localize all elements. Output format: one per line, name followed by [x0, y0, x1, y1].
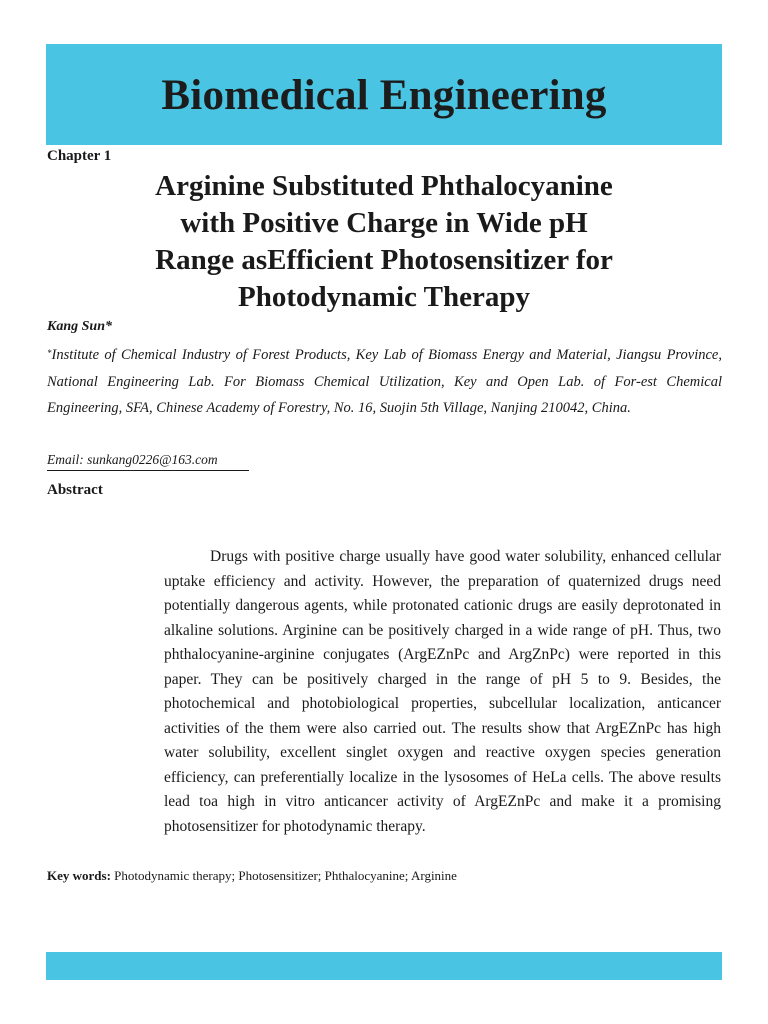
affiliation-marker: *	[47, 348, 52, 358]
author-email: Email: sunkang0226@163.com	[47, 451, 249, 471]
journal-title: Biomedical Engineering	[161, 72, 607, 119]
journal-header-band	[46, 44, 722, 145]
paper-title-line: Arginine Substituted Phthalocyanine	[155, 170, 613, 202]
abstract-heading: Abstract	[47, 482, 103, 498]
footer-band	[46, 952, 722, 980]
keywords-label: Key words:	[47, 868, 111, 883]
affiliation-text: Institute of Chemical Industry of Forest Products, Key Lab of Biomass Energy and Material, Jiangsu Province, National Engineering Lab. For Biomass Chemical Utilization, Key and Open Lab. of For-est Chemical Engineering, SFA, Chinese Academy of Forestry, No. 16, Suojin 5th Village, Nanjing 210042, China.	[47, 347, 722, 416]
author-affiliation	[47, 342, 722, 422]
keywords	[47, 868, 457, 884]
keywords-text: Photodynamic therapy; Photosensitizer; Phthalocyanine; Arginine	[110, 868, 457, 883]
author-name: Kang Sun*	[47, 319, 112, 334]
chapter-label: Chapter 1	[47, 148, 112, 164]
paper-title-line: Range asEfficient Photosensitizer for	[155, 244, 613, 276]
paper-title-line: Photodynamic Therapy	[238, 281, 530, 313]
paper-title-line: with Positive Charge in Wide pH	[180, 207, 588, 239]
abstract-body: Drugs with positive charge usually have good water solubility, enhanced cellular uptake efficiency and activity. However, the preparation of quaternized drugs need potentially dangerous agents, while protonated cationic drugs are easily deprotonated in alkaline solutions. Arginine can be positively charged in a wide range of pH. Thus, two phthalocyanine-arginine conjugates (ArgEZnPc and ArgZnPc) were reported in this paper. They can be positively charged in the range of pH 5 to 9. Besides, the photochemical and photobiological properties, subcellular localization, anticancer activities of the them were also carried out. The results show that ArgEZnPc has high water solubility, excellent singlet oxygen and reactive oxygen species generation efficiency, can preferentially localize in the lysosomes of HeLa cells. The above results lead toa high in vitro anticancer activity of ArgEZnPc and make it a promising photosensitizer for photodynamic therapy.	[164, 548, 721, 835]
paper-title	[60, 168, 708, 316]
